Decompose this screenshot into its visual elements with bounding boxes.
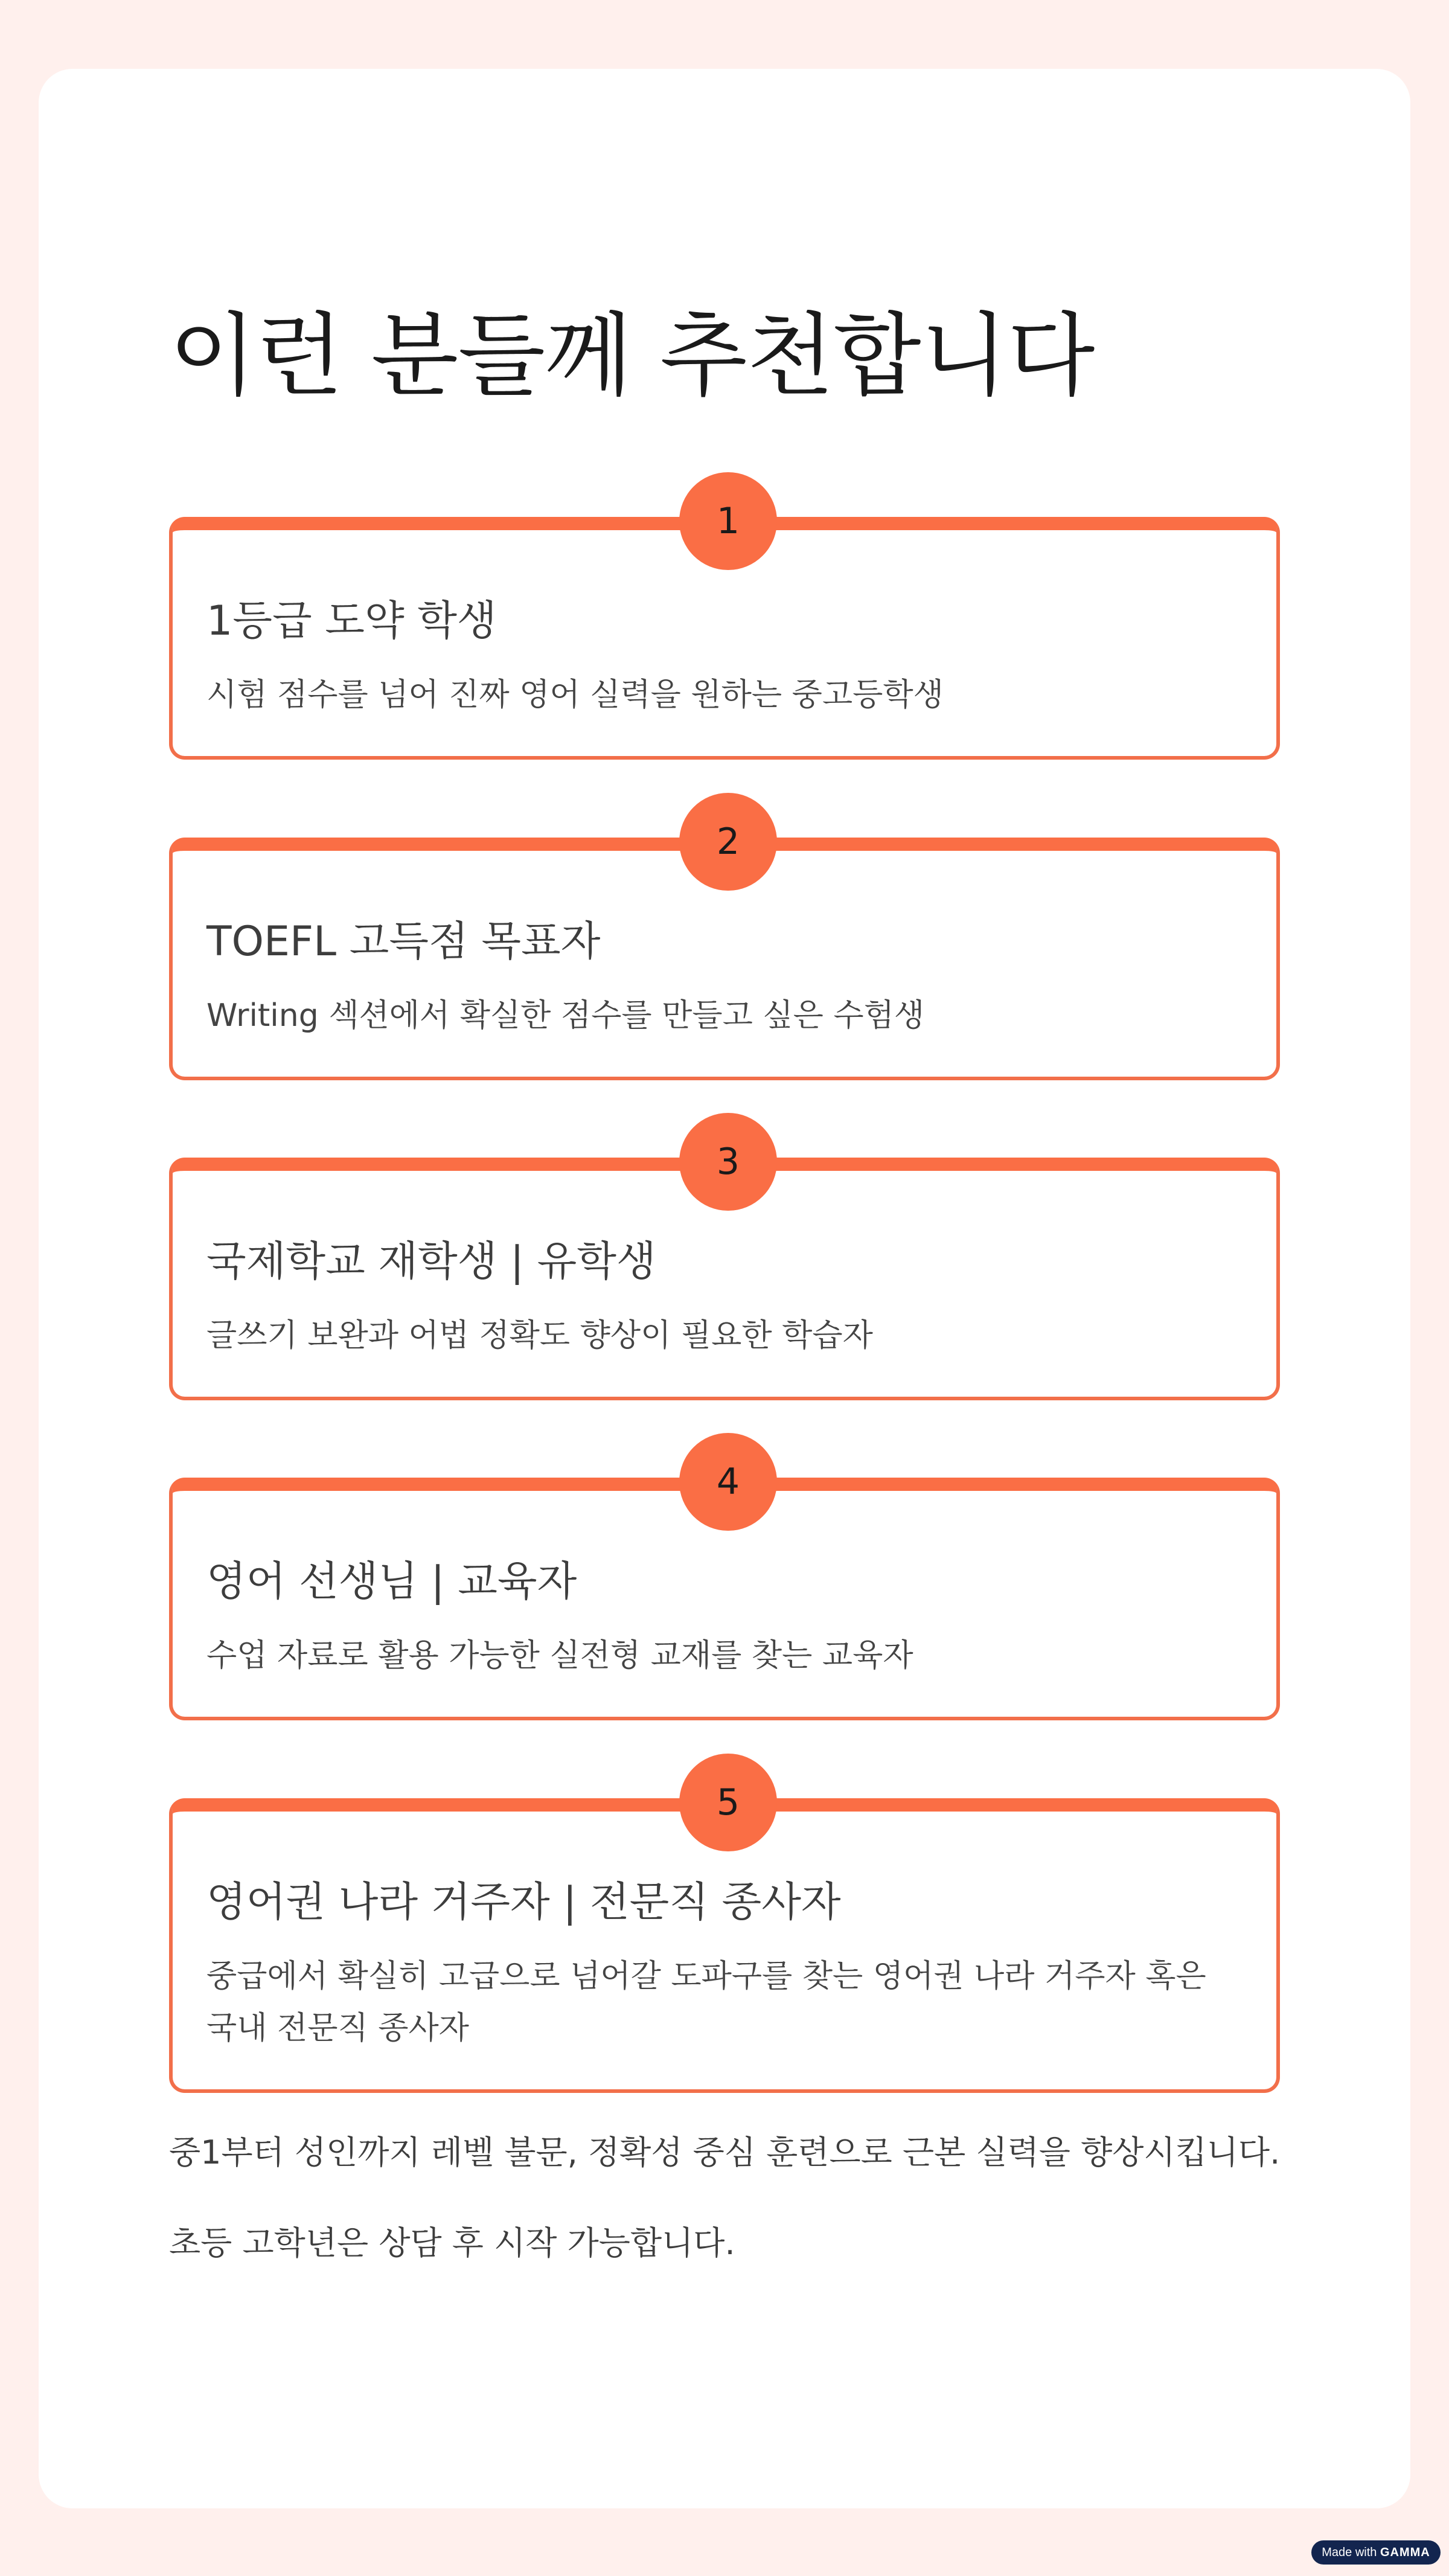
recommendation-item-5 [169,1781,1280,2093]
item-title: TOEFL 고득점 목표자 [206,918,601,966]
elementary-note: 초등 고학년은 상담 후 시작 가능합니다. [169,2224,735,2262]
item-description: 시험 점수를 넘어 진짜 영어 실력을 원하는 중고등학생 [206,677,944,713]
made-with-gamma-badge[interactable] [1311,2540,1441,2565]
recommendation-item-2 [169,821,1280,1080]
item-description: 글쓰기 보완과 어법 정확도 향상이 필요한 학습자 [206,1318,873,1354]
item-number-badge: 5 [679,1754,777,1851]
item-title: 국제학교 재학생 | 유학생 [206,1238,656,1286]
item-number-badge: 1 [679,472,777,570]
item-title: 1등급 도약 학생 [206,597,497,645]
item-description: 중급에서 확실히 고급으로 넘어갈 도파구를 찾는 영어권 나라 거주자 혹은 국내 전문직 종사자 [206,1958,1206,2046]
badge-prefix: Made with [1322,2546,1377,2559]
item-title: 영어권 나라 거주자 | 전문직 종사자 [206,1879,841,1926]
recommendation-item-1 [169,500,1280,760]
page-title: 이런 분들께 추천합니다 [169,304,1095,409]
item-title: 영어 선생님 | 교육자 [206,1558,577,1606]
item-description: Writing 섹션에서 확실한 점수를 만들고 싶은 수험생 [206,998,925,1034]
item-number-badge: 2 [679,793,777,891]
item-number-badge: 4 [679,1433,777,1531]
gamma-logo: GAMMA [1380,2546,1430,2559]
level-note: 중1부터 성인까지 레벨 불문, 정확성 중심 훈련으로 근본 실력을 향상시킵니다. [169,2133,1281,2171]
item-number-badge: 3 [679,1113,777,1211]
recommendation-item-4 [169,1461,1280,1720]
item-description: 수업 자료로 활용 가능한 실전형 교재를 찾는 교육자 [206,1638,913,1674]
recommendation-item-3 [169,1141,1280,1400]
